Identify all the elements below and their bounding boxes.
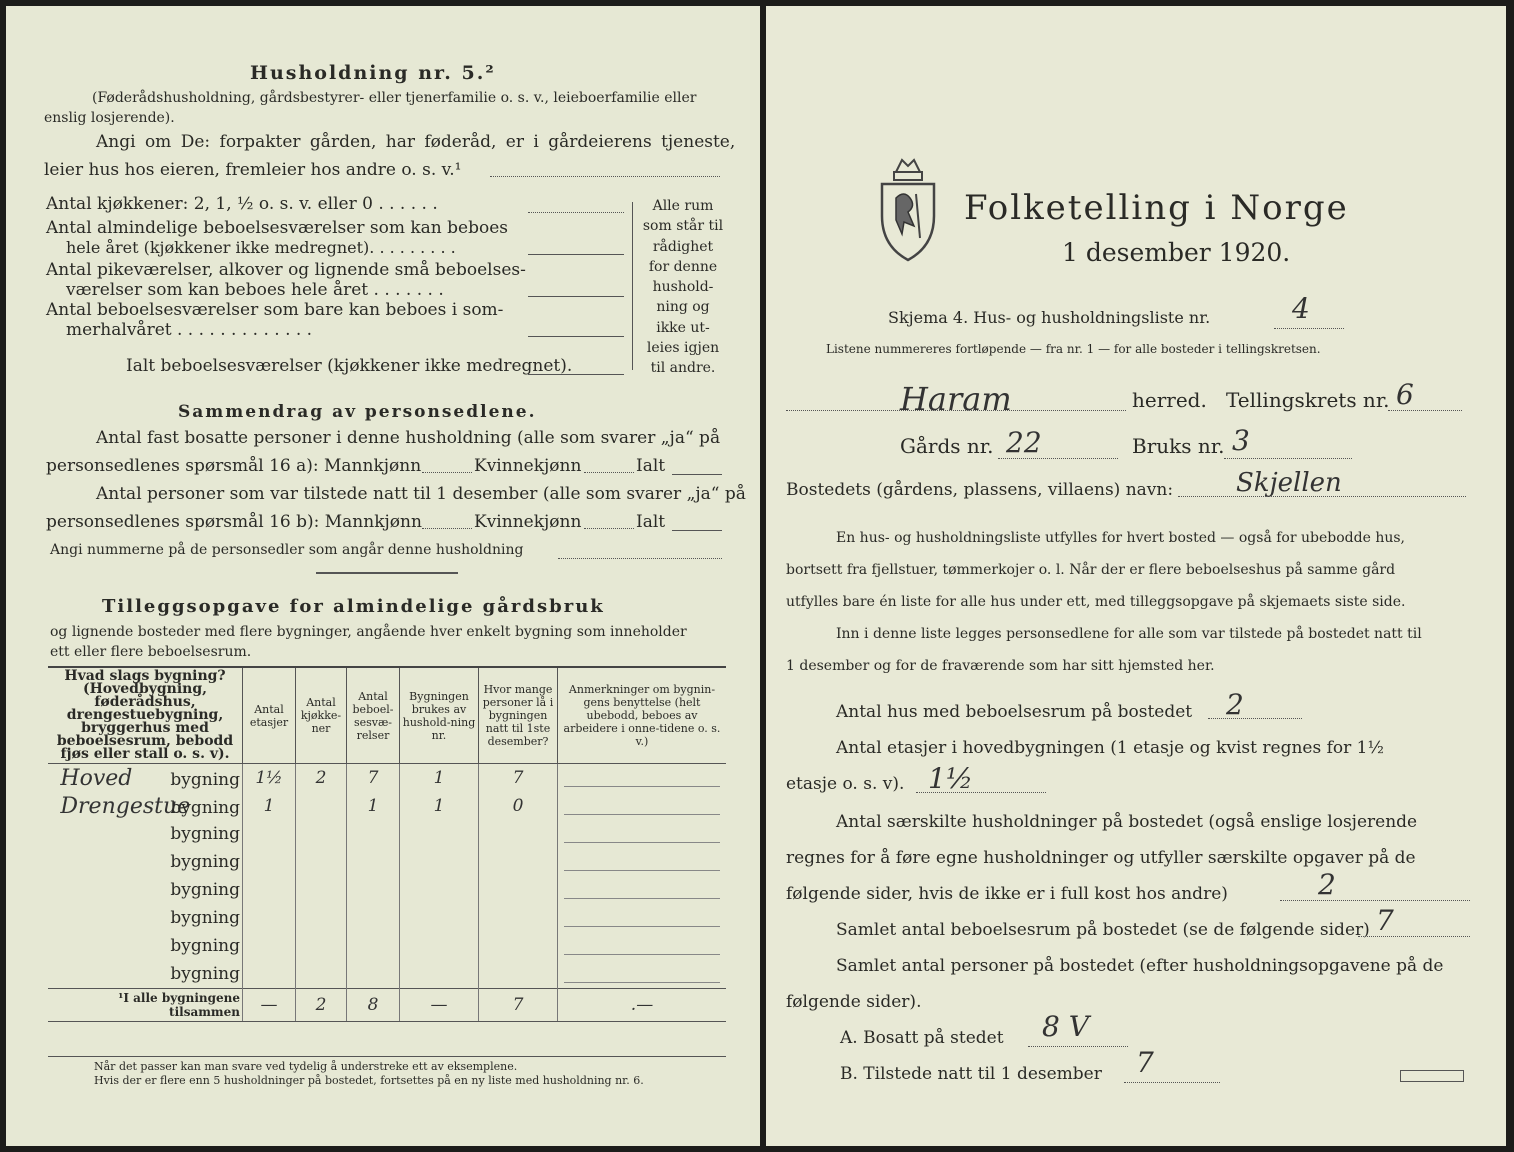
- total-rom-cell: 8: [347, 989, 400, 1022]
- q-present: B. Tilstede natt til 1 desember: [840, 1064, 1102, 1084]
- supplement-title: Tilleggsopgave for almindelige gårdsbruk: [102, 596, 605, 617]
- building-suffix: bygning: [170, 852, 240, 872]
- building-suffix: bygning: [170, 936, 240, 956]
- question-maid-line1: Antal pikeværelser, alkover og lignende små beboelses-: [46, 260, 526, 280]
- info-line-5: 1 desember og for de fraværende som har sitt hjemsted her.: [786, 658, 1215, 674]
- total-label: ¹I alle bygningene tilsammen: [48, 989, 243, 1022]
- schema-number: 4: [1292, 292, 1310, 325]
- building-rom-cell: [347, 820, 400, 848]
- household-intro-line1: (Føderådshusholdning, gårdsbestyrer- eller tjenerfamilie o. s. v., leieboerfamilie eller: [92, 90, 697, 106]
- side-note-line: leies igjen: [646, 340, 720, 357]
- a-total-rooms: 7: [1376, 904, 1394, 937]
- a-present: 7: [1136, 1046, 1154, 1079]
- supplement-line1: og lignende bosteder med flere bygninger, angående hver enkelt bygning som inneholder: [50, 624, 687, 640]
- header-building-type: [48, 668, 243, 764]
- building-suffix: bygning: [170, 797, 240, 818]
- summary-kvinne-2: Kvinnekjønn: [474, 512, 582, 532]
- building-row: [48, 820, 726, 848]
- building-pers-cell: 0: [479, 792, 558, 820]
- bosted-name: Skjellen: [1236, 468, 1342, 498]
- building-type-cell: [48, 876, 243, 904]
- printer-stamp: [1400, 1070, 1464, 1082]
- side-note-line: til andre.: [650, 360, 716, 377]
- q-houses: Antal hus med beboelsesrum på bostedet: [836, 702, 1193, 722]
- household-title: Husholdning nr. 5.²: [250, 62, 496, 84]
- building-remarks-cell: [558, 960, 727, 989]
- question-rooms-line1: Antal almindelige beboelsesværelser som kan beboes: [46, 218, 508, 238]
- household-intro-line2: enslig losjerende).: [44, 110, 175, 126]
- info-line-4: Inn i denne liste legges personsedlene for alle som var tilstede på bostedet natt til: [836, 626, 1422, 642]
- census-date: 1 desember 1920.: [1062, 238, 1291, 267]
- building-rom-cell: [347, 960, 400, 989]
- info-line-2: bortsett fra fjellstuer, tømmerkojer o. l. Når der er flere beboelseshus på samme gård: [786, 562, 1396, 578]
- building-remarks-cell: [558, 848, 727, 876]
- building-kjokken-cell: [296, 792, 347, 820]
- header-rooms: Antal beboel-sesvæ-relser: [347, 668, 400, 764]
- building-remarks-cell: [558, 904, 727, 932]
- building-remarks-cell: [558, 876, 727, 904]
- building-row: [48, 960, 726, 989]
- a-houses: 2: [1226, 688, 1244, 721]
- summary-kvinne-1: Kvinnekjønn: [474, 456, 582, 476]
- schema-label: Skjema 4. Hus- og husholdningsliste nr.: [888, 308, 1211, 327]
- building-etasjer-cell: [243, 820, 296, 848]
- summary-title: Sammendrag av personsedlene.: [178, 402, 537, 422]
- question-maid-line2: værelser som kan beboes hele året . . . . . . .: [66, 280, 444, 300]
- building-suffix: bygning: [170, 908, 240, 928]
- question-kitchens: Antal kjøkkener: 2, 1, ½ o. s. v. eller 0 . . . . . .: [46, 194, 438, 214]
- question-total-rooms: Ialt beboelsesværelser (kjøkkener ikke medregnet).: [126, 356, 573, 376]
- side-note-line: ning og: [656, 299, 710, 316]
- q-total-rooms: Samlet antal beboelsesrum på bostedet (se de følgende sider): [836, 920, 1370, 940]
- building-rom-cell: 7: [347, 764, 400, 793]
- header-floors: Antal etasjer: [243, 668, 296, 764]
- header-kitchens: Antal kjøkke-ner: [296, 668, 347, 764]
- building-etasjer-cell: 1: [243, 792, 296, 820]
- building-kjokken-cell: [296, 820, 347, 848]
- building-hush-cell: [400, 932, 479, 960]
- building-kjokken-cell: [296, 876, 347, 904]
- bosted-label: Bostedets (gårdens, plassens, villaens) navn:: [786, 480, 1174, 500]
- building-kjokken-cell: [296, 904, 347, 932]
- q-resident: A. Bosatt på stedet: [840, 1028, 1004, 1048]
- total-hush-cell: —: [400, 989, 479, 1022]
- building-hush-cell: [400, 960, 479, 989]
- building-total-row: [48, 989, 726, 1022]
- summary-ialt-2: Ialt: [636, 512, 666, 532]
- building-row: [48, 792, 726, 820]
- building-hush-cell: [400, 820, 479, 848]
- building-pers-cell: [479, 960, 558, 989]
- building-row: [48, 848, 726, 876]
- total-etasjer-cell: —: [243, 989, 296, 1022]
- building-etasjer-cell: [243, 960, 296, 989]
- header-building-type-text: Hvad slags bygning? (Hovedbygning, føderådshus, drengestuebygning, bryggerhus med beboelsesrum, bebodd fjøs eller stall o. s. v).: [56, 668, 234, 762]
- summary-line1: Antal fast bosatte personer i denne husholdning (alle som svarer „ja“ på: [96, 428, 721, 448]
- herred-label: herred.: [1132, 388, 1207, 412]
- building-kjokken-cell: [296, 932, 347, 960]
- total-kjokken-cell: 2: [296, 989, 347, 1022]
- question-summer-line2: merhalvåret . . . . . . . . . . . . .: [66, 320, 313, 340]
- building-row: [48, 876, 726, 904]
- gards-label: Gårds nr.: [900, 434, 994, 458]
- building-type-cell: [48, 904, 243, 932]
- census-title: Folketelling i Norge: [964, 188, 1349, 228]
- building-name: Drengestue: [60, 793, 191, 819]
- building-etasjer-cell: 1½: [243, 764, 296, 793]
- building-hush-cell: [400, 848, 479, 876]
- summary-line2: Antal personer som var tilstede natt til 1 desember (alle som svarer „ja“ på: [96, 484, 746, 504]
- building-suffix: bygning: [170, 769, 240, 790]
- side-note-line: som står til: [642, 218, 724, 235]
- building-etasjer-cell: [243, 876, 296, 904]
- building-pers-cell: [479, 848, 558, 876]
- side-note-line: Alle rum: [652, 198, 714, 214]
- side-note: [642, 196, 724, 379]
- building-type-cell: [48, 792, 243, 820]
- ask-line1: Angi om De: forpakter gården, har føderåd, er i gårdeierens tjeneste,: [96, 132, 736, 152]
- side-note-line: for denne: [648, 258, 718, 275]
- building-etasjer-cell: [243, 932, 296, 960]
- building-rom-cell: [347, 932, 400, 960]
- building-row: [48, 764, 726, 793]
- coat-of-arms-icon: [876, 154, 940, 268]
- a-resident: 8 V: [1042, 1010, 1089, 1043]
- building-remarks-cell: [558, 932, 727, 960]
- q-total-persons-line1: Samlet antal personer på bostedet (efter husholdningsopgavene på de: [836, 956, 1444, 976]
- bruks-label: Bruks nr.: [1132, 434, 1225, 458]
- bruks-number: 3: [1232, 424, 1250, 457]
- building-row: [48, 932, 726, 960]
- footnote-2: Hvis der er flere enn 5 husholdninger på bostedet, fortsettes på en ny liste med husholdning nr. 6.: [94, 1074, 644, 1087]
- right-page: [766, 6, 1506, 1146]
- building-rom-cell: [347, 848, 400, 876]
- gards-number: 22: [1006, 426, 1042, 459]
- building-name: Hoved: [60, 765, 133, 791]
- krets-label: Tellingskrets nr.: [1226, 388, 1390, 412]
- building-rom-cell: 1: [347, 792, 400, 820]
- building-pers-cell: [479, 820, 558, 848]
- info-line-3: utfylles bare én liste for alle hus under ett, med tilleggsopgave på skjemaets siste side.: [786, 594, 1406, 610]
- building-type-cell: [48, 764, 243, 793]
- q-households-line2: regnes for å føre egne husholdninger og utfyller særskilte opgaver på de: [786, 848, 1416, 868]
- building-pers-cell: [479, 876, 558, 904]
- q-households-line1: Antal særskilte husholdninger på bostedet (også enslige losjerende: [836, 812, 1418, 832]
- herred-name: Haram: [900, 380, 1012, 418]
- side-note-line: hushold-: [652, 279, 714, 296]
- building-type-cell: [48, 820, 243, 848]
- building-hush-cell: [400, 904, 479, 932]
- question-summer-line1: Antal beboelsesværelser som bare kan beboes i som-: [46, 300, 504, 320]
- header-remarks: Anmerkninger om bygnin-gens benyttelse (helt ubebodd, beboes av arbeidere i onne-tidene o. s. v.): [558, 668, 727, 764]
- supplement-line2: ett eller flere beboelsesrum.: [50, 644, 252, 660]
- building-type-cell: [48, 960, 243, 989]
- side-note-line: ikke ut-: [656, 319, 710, 336]
- angi-numbers: Angi nummerne på de personsedler som angår denne husholdning: [50, 542, 524, 558]
- summary-line2b: personsedlenes spørsmål 16 b): Mannkjønn: [46, 512, 422, 532]
- building-pers-cell: [479, 932, 558, 960]
- q-floors-line1: Antal etasjer i hovedbygningen (1 etasje og kvist regnes for 1½: [836, 738, 1384, 758]
- numbering-note: Listene nummereres fortløpende — fra nr. 1 — for alle bosteder i tellingskretsen.: [826, 342, 1321, 356]
- question-rooms-line2: hele året (kjøkkener ikke medregnet). . . . . . . . .: [66, 238, 456, 257]
- building-type-cell: [48, 848, 243, 876]
- building-remarks-cell: [558, 792, 727, 820]
- building-rom-cell: [347, 904, 400, 932]
- building-etasjer-cell: [243, 848, 296, 876]
- building-rom-cell: [347, 876, 400, 904]
- building-hush-cell: [400, 876, 479, 904]
- building-pers-cell: [479, 904, 558, 932]
- building-suffix: bygning: [170, 964, 240, 984]
- building-kjokken-cell: [296, 960, 347, 989]
- building-kjokken-cell: [296, 848, 347, 876]
- building-table-header: [48, 668, 726, 764]
- info-line-1: En hus- og husholdningsliste utfylles for hvert bosted — også for ubebodde hus,: [836, 530, 1405, 546]
- building-table: [48, 668, 726, 1022]
- total-anm-cell: .—: [558, 989, 727, 1022]
- q-total-persons-line2: følgende sider).: [786, 992, 922, 1012]
- building-pers-cell: 7: [479, 764, 558, 793]
- footnote-1: Når det passer kan man svare ved tydelig å understreke ett av eksemplene.: [94, 1060, 518, 1073]
- building-row: [48, 904, 726, 932]
- total-pers-cell: 7: [479, 989, 558, 1022]
- building-remarks-cell: [558, 764, 727, 793]
- building-etasjer-cell: [243, 904, 296, 932]
- left-page: [6, 6, 760, 1146]
- building-hush-cell: 1: [400, 792, 479, 820]
- q-floors-line2: etasje o. s. v).: [786, 774, 905, 794]
- a-floors: 1½: [928, 762, 973, 795]
- building-type-cell: [48, 932, 243, 960]
- building-hush-cell: 1: [400, 764, 479, 793]
- building-kjokken-cell: 2: [296, 764, 347, 793]
- building-suffix: bygning: [170, 880, 240, 900]
- summary-ialt-1: Ialt: [636, 456, 666, 476]
- building-remarks-cell: [558, 820, 727, 848]
- building-suffix: bygning: [170, 824, 240, 844]
- header-household: Bygningen brukes av hushold-ning nr.: [400, 668, 479, 764]
- side-note-line: rådighet: [652, 238, 714, 255]
- q-households-line3: følgende sider, hvis de ikke er i full kost hos andre): [786, 884, 1228, 904]
- krets-number: 6: [1396, 378, 1414, 411]
- a-households: 2: [1318, 868, 1336, 901]
- summary-line1b: personsedlenes spørsmål 16 a): Mannkjønn: [46, 456, 422, 476]
- ask-line2: leier hus hos eieren, fremleier hos andre o. s. v.¹: [44, 160, 462, 180]
- header-persons: Hvor mange personer lå i bygningen natt til 1ste desember?: [479, 668, 558, 764]
